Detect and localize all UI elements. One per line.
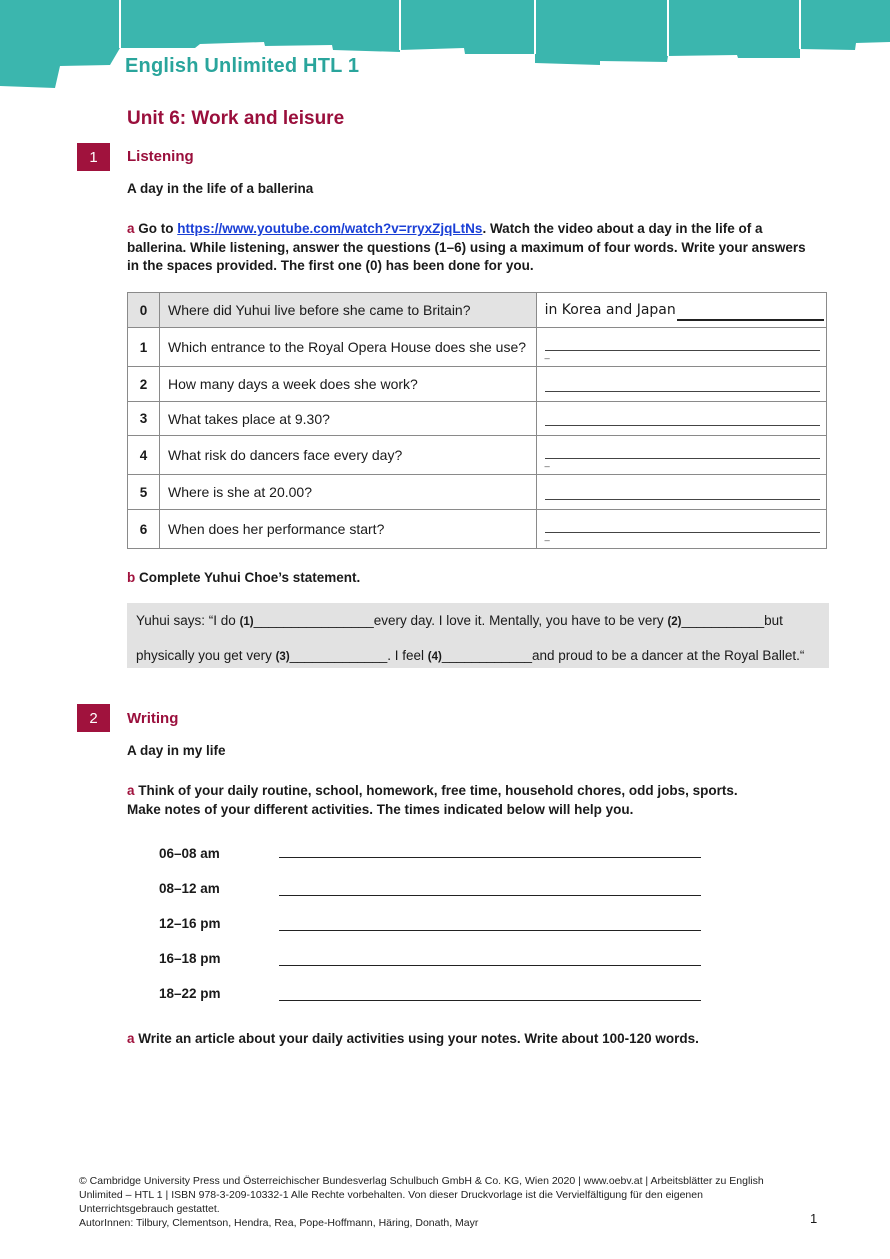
instruction-2a (127, 782, 827, 819)
answer-line (677, 319, 824, 321)
instruction-1a (127, 220, 807, 276)
table-row (128, 475, 827, 510)
table-row (128, 436, 827, 475)
answer-line-overflow: _ (544, 531, 550, 541)
gap-4[interactable]: ____________ (441, 648, 532, 663)
statement-text: and proud (531, 648, 593, 663)
answer-cell[interactable] (536, 328, 826, 367)
question-number: 2 (128, 367, 160, 402)
footer-line: AutorInnen: Tilbury, Clementson, Hendra, Rea, Pope-Hoffmann, Häring, Donath, Mayr (79, 1217, 479, 1229)
instruction-prefix: Go to (134, 221, 178, 236)
answer-cell[interactable] (536, 367, 826, 402)
note-line[interactable] (279, 930, 701, 931)
footer (79, 1174, 819, 1230)
part-letter: b (127, 570, 136, 585)
video-link[interactable]: https://www.youtube.com/watch?v=rryxZjqLtNs (177, 221, 483, 236)
statement-box (127, 603, 829, 668)
instruction-text: Think of your daily routine, school, homework, free time, household chores, odd jobs, sports. (134, 783, 738, 798)
answer-cell[interactable] (536, 293, 826, 328)
gap-2[interactable]: ___________ (681, 613, 765, 628)
questions-table (127, 292, 827, 549)
table-row (128, 510, 827, 549)
unit-title: Unit 6: Work and leisure (127, 108, 345, 129)
section-2-number: 2 (77, 704, 110, 732)
page-number: 1 (810, 1211, 818, 1226)
statement-text: very (246, 648, 276, 663)
answer-cell[interactable] (536, 436, 826, 475)
statement-text: to be a dancer at the Royal Ballet.“ (596, 648, 805, 663)
answer-line (545, 518, 820, 533)
section-1-subtitle: A day in the life of a ballerina (127, 181, 314, 196)
statement-text: physically you get (136, 648, 243, 663)
question-number: 6 (128, 510, 160, 549)
answer-line-overflow: _ (544, 349, 550, 359)
instruction-text: Make notes of your different activities. The times indicated below will help you. (127, 801, 634, 817)
section-1-number: 1 (77, 143, 110, 171)
instruction-1b (127, 569, 360, 588)
note-line[interactable] (279, 1000, 701, 1001)
table-row (128, 328, 827, 367)
time-slot-label: 16–18 pm (159, 951, 221, 966)
footer-line: Unlimited – HTL 1 | ISBN 978-3-209-10332-1 Alle Rechte vorbehalten. Von dieser Druckvorlage ist die Vervielfältigung für den eigenen (79, 1189, 703, 1201)
instruction-text: Complete Yuhui Choe’s statement. (135, 570, 361, 585)
answer-line (545, 411, 820, 426)
book-title: English Unlimited HTL 1 (125, 55, 360, 77)
statement-text: Yuhui says: “I do (136, 613, 240, 628)
time-slot-label: 12–16 pm (159, 916, 221, 931)
question-text: What takes place at 9.30? (160, 402, 537, 436)
section-2-title: Writing (127, 710, 179, 727)
gap-number: (3) (275, 651, 290, 663)
header-banner (0, 0, 890, 95)
question-text: Where is she at 20.00? (160, 475, 537, 510)
instruction-text: Write an article about your daily activities using your notes. Write about 100-120 words. (134, 1031, 699, 1046)
table-row (128, 367, 827, 402)
answer-cell[interactable] (536, 402, 826, 436)
question-text: What risk do dancers face every day? (160, 436, 537, 475)
statement-text: but (764, 613, 783, 628)
gap-1[interactable]: ________________ (253, 613, 374, 628)
question-number: 5 (128, 475, 160, 510)
time-slot-label: 18–22 pm (159, 986, 221, 1001)
table-row (128, 293, 827, 328)
note-line[interactable] (279, 895, 701, 896)
part-letter: a (127, 783, 135, 798)
question-number: 4 (128, 436, 160, 475)
table-row (128, 402, 827, 436)
statement-text: very (638, 613, 668, 628)
statement-line-1 (136, 613, 783, 628)
section-1-title: Listening (127, 148, 194, 165)
answer-cell[interactable] (536, 510, 826, 549)
section-2-subtitle: A day in my life (127, 743, 226, 758)
answer-cell[interactable] (536, 475, 826, 510)
answer-line (545, 377, 820, 392)
instruction-2a-article (127, 1030, 699, 1049)
answer-line (545, 485, 820, 500)
note-line[interactable] (279, 857, 701, 858)
question-text: Which entrance to the Royal Opera House does she use? (160, 328, 537, 367)
question-number: 3 (128, 402, 160, 436)
gap-number: (4) (427, 651, 442, 663)
statement-text: . I feel (387, 648, 428, 663)
time-slot-label: 06–08 am (159, 846, 220, 861)
time-slot-label: 08–12 am (159, 881, 220, 896)
footer-line: Unterrichtsgebrauch gestattet. (79, 1203, 220, 1215)
gap-3[interactable]: _____________ (289, 648, 388, 663)
question-text: When does her performance start? (160, 510, 537, 549)
gap-number: (2) (667, 616, 682, 628)
question-number: 1 (128, 328, 160, 367)
part-letter: a (127, 221, 135, 236)
answer-line (545, 336, 820, 351)
answer-example: in Korea and Japan (544, 302, 676, 318)
statement-text: every day. I love it. Mentally, you have to be (373, 613, 635, 628)
note-line[interactable] (279, 965, 701, 966)
part-letter: a (127, 1031, 135, 1046)
gap-number: (1) (239, 616, 254, 628)
question-text: Where did Yuhui live before she came to Britain? (160, 293, 537, 328)
question-number: 0 (128, 293, 160, 328)
answer-line (545, 444, 820, 459)
statement-line-2 (136, 648, 804, 663)
instruction-text: . Watch the video about a day in the life of a ballerina. While listening, answer the questions (1–6) using a maximum of four words. Write your answers in the spaces provided. The first one (0) has been done for you. (127, 221, 806, 273)
footer-line: © Cambridge University Press und Österreichischer Bundesverlag Schulbuch GmbH & Co. KG, Wien 2020 | www.oebv.at | Arbeitsblätter zu English (79, 1175, 764, 1187)
answer-line-overflow: _ (544, 457, 550, 467)
question-text: How many days a week does she work? (160, 367, 537, 402)
